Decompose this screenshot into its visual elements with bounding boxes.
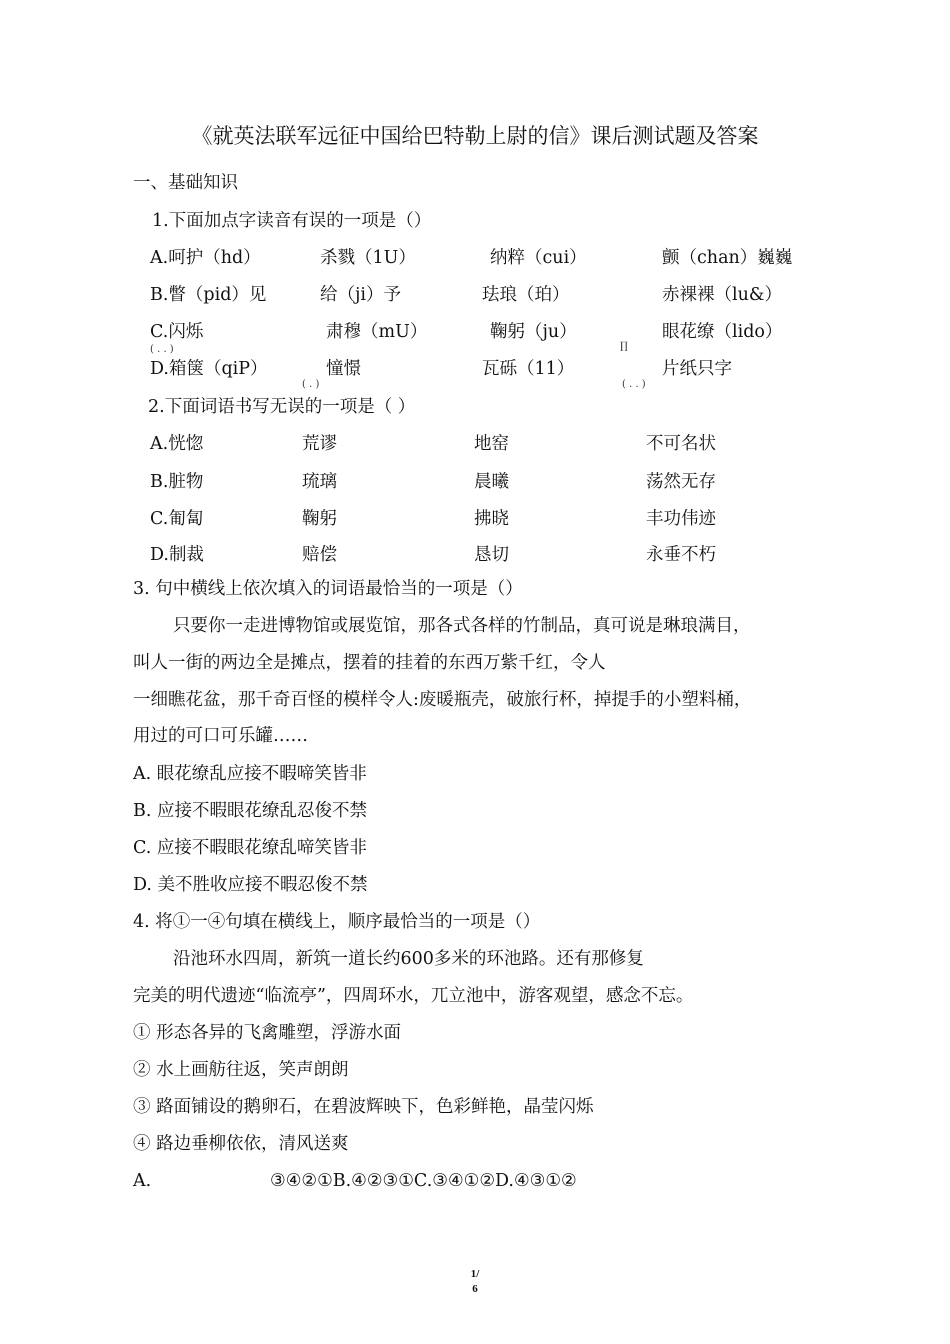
q2-option-d: D.制裁 [150, 545, 204, 565]
q3-option-c: C. 应接不暇眼花缭乱啼笑皆非 [133, 838, 367, 858]
q2-option-c-word-2: 鞠躬 [302, 509, 337, 529]
document-title: 《就英法联军远征中国给巴特勒上尉的信》课后测试题及答案 [191, 124, 759, 148]
question-4-passage-line: 沿池环水四周，新筑一道长约600多米的环池路。还有那修复 [173, 949, 644, 969]
question-3-passage-line: 只要你一走进博物馆或展览馆，那各式各样的竹制品，真可说是琳琅满目， [173, 616, 751, 636]
q2-option-d-word-4: 永垂不朽 [646, 545, 716, 565]
q1-option-a-word-2: 杀戮（1U） [320, 248, 416, 268]
page-number-top: 1/ [470, 1268, 480, 1280]
q1-option-a: A.呵护（hd） [150, 248, 261, 268]
q1-option-b: B.瞥（pid）见 [150, 285, 267, 305]
question-3-passage-line: 用过的可口可乐罐…… [133, 726, 308, 746]
q1-option-b-word-3: 珐琅（珀） [482, 285, 570, 305]
q1-option-b-word-4: 赤裸裸（lu&） [662, 285, 782, 305]
ruby-fragment: ∏ [620, 341, 628, 352]
question-4-stem: 4. 将①一④句填在横线上，顺序最恰当的一项是（） [133, 912, 541, 932]
q2-option-d-word-3: 恳切 [474, 545, 509, 565]
q4-item-2: ② 水上画舫往返，笑声朗朗 [133, 1060, 349, 1080]
question-1-stem: 1.下面加点字读音有误的一项是（） [152, 211, 432, 231]
question-3-passage-line: 叫人一街的两边全是摊点，摆着的挂着的东西万紫千红，令人 [133, 653, 606, 673]
q1-option-d-word-2: 憧憬 [326, 359, 361, 379]
q1-option-c-word-3: 鞠躬（ju） [490, 322, 577, 342]
q3-option-d: D. 美不胜收应接不暇忍俊不禁 [133, 875, 368, 895]
question-2-stem: 2.下面词语书写无误的一项是（ ） [148, 397, 416, 417]
q2-option-a-word-2: 荒谬 [302, 434, 337, 454]
q2-option-c-word-4: 丰功伟迹 [646, 509, 716, 529]
q1-option-d-word-3: 瓦砾（11） [482, 359, 575, 379]
q1-option-c-word-4: 眼花缭（lido） [662, 322, 783, 342]
ruby-fragment: ( . . ) [622, 379, 646, 390]
q2-option-b-word-3: 晨曦 [474, 472, 509, 492]
q4-item-1: ① 形态各异的飞禽雕塑，浮游水面 [133, 1023, 402, 1043]
q4-item-3: ③ 路面铺设的鹅卵石，在碧波辉映下，色彩鲜艳，晶莹闪烁 [133, 1097, 594, 1117]
section-heading: 一、基础知识 [133, 173, 238, 193]
question-3-passage-line: 一细瞧花盆，那千奇百怪的模样令人:废暖瓶壳，破旅行杯，掉提手的小塑料桶， [133, 690, 752, 710]
ruby-fragment: ( . . ) [150, 344, 174, 355]
question-3-stem: 3. 句中横线上依次填入的词语最恰当的一项是（） [133, 579, 523, 599]
q1-option-c-word-2: 肃穆（mU） [326, 322, 428, 342]
q1-option-d-word-4: 片纸只字 [662, 359, 732, 379]
q4-item-4: ④ 路边垂柳依依，清风送爽 [133, 1134, 349, 1154]
q2-option-a-word-3: 地窑 [474, 434, 509, 454]
q1-option-a-word-4: 颤（chan）巍巍 [662, 248, 793, 268]
q1-option-b-word-2: 给（ji）予 [320, 285, 402, 305]
page-number-bottom: 6 [472, 1283, 478, 1295]
ruby-fragment: ( . ) [302, 379, 320, 390]
q4-answer-options: ③④②①B.④②③①C.③④①②D.④③①② [270, 1171, 577, 1191]
question-4-passage-line: 完美的明代遗迹“临流亭”，四周环水，兀立池中，游客观望，感念不忘。 [133, 986, 694, 1006]
q3-option-a: A. 眼花缭乱应接不暇啼笑皆非 [133, 764, 367, 784]
q2-option-b-word-4: 荡然无存 [646, 472, 716, 492]
q1-option-a-word-3: 纳粹（cui） [490, 248, 587, 268]
q4-answer-label: A. [133, 1171, 152, 1191]
q2-option-a-word-4: 不可名状 [646, 434, 716, 454]
q2-option-d-word-2: 赔偿 [302, 545, 337, 565]
q3-option-b: B. 应接不暇眼花缭乱忍俊不禁 [133, 801, 367, 821]
q1-option-c: C.闪烁 [150, 322, 204, 342]
q2-option-b: B.脏物 [150, 472, 204, 492]
q1-option-d: D.箱箧（qiP） [150, 359, 268, 379]
q2-option-a: A.恍惚 [150, 434, 204, 454]
q2-option-b-word-2: 琉璃 [302, 472, 337, 492]
q2-option-c: C.匍匐 [150, 509, 204, 529]
q2-option-c-word-3: 拂晓 [474, 509, 509, 529]
